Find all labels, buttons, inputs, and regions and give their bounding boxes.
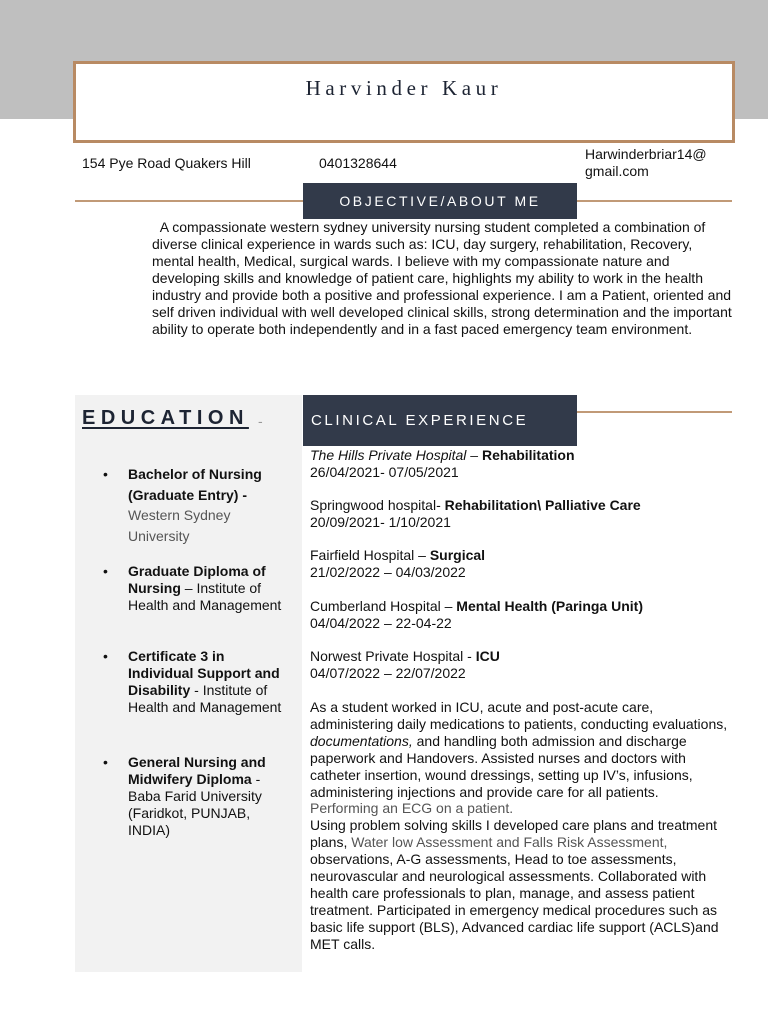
- desc-part: and handling both admission and discharge paperwork and Handovers. Assisted nurses and doctors with catheter insertion, wound dressings, setting up IV’s, infusions, administering injections and provide care for all patients.: [310, 732, 693, 800]
- placement-dates: 26/04/2021- 07/05/2021: [310, 464, 459, 480]
- placement-dates: 20/09/2021- 1/10/2021: [310, 514, 451, 530]
- desc-part: As a student worked in ICU, acute and post-acute care, administering daily medications to patients, conducting evaluations,: [310, 699, 728, 732]
- address: 154 Pye Road Quakers Hill: [82, 155, 251, 171]
- bullet-icon: •: [103, 648, 108, 664]
- objective-body: A compassionate western sydney university nursing student completed a combination of diverse clinical experience in wards such as: ICU, day surgery, rehabilitation, Recovery, mental health, Medical, surgical wards. I believe with my compassionate nature and developing skills and knowledge of patient care, highlights my ability to work in the health industry and provide both a positive and professional experience. I am a Patient, oriented and self driven individual with well developed clinical skills, strong determination and the important ability to operate both independently and in a fast paced emergency team environment.: [152, 219, 732, 337]
- education-heading: EDUCATION: [82, 407, 249, 429]
- education-institution: Western Sydney University: [128, 507, 231, 544]
- name-box: [73, 61, 735, 143]
- placement-dates: 04/04/2022 – 22-04-22: [310, 615, 452, 631]
- education-institution: - Institute of Health and Management: [128, 682, 282, 715]
- desc-grey: Performing an ECG on a patient.: [310, 800, 514, 817]
- placement-hospital: Norwest Private Hospital -: [310, 648, 476, 664]
- placement-hospital: Fairfield Hospital –: [310, 547, 430, 563]
- objective-text: [152, 219, 732, 338]
- email: [585, 146, 707, 180]
- placement: [310, 547, 730, 581]
- candidate-name: Harvinder Kaur: [305, 76, 503, 100]
- placement: [310, 598, 730, 632]
- clinical-heading: CLINICAL EXPERIENCE: [303, 395, 577, 446]
- clinical-description: [310, 699, 730, 953]
- desc-italic: documentations,: [310, 732, 413, 749]
- placement-hospital: Springwood hospital-: [310, 497, 445, 513]
- education-institution: – Institute of Health and Management: [128, 580, 282, 613]
- placement: [310, 497, 730, 531]
- education-institution: - Baba Farid University (Faridkot, PUNJAB, INDIA): [128, 771, 262, 838]
- education-item: [103, 754, 288, 839]
- education-degree: Bachelor of Nursing (Graduate Entry) -: [128, 466, 262, 503]
- objective-heading: OBJECTIVE/ABOUT ME: [303, 183, 577, 219]
- placement-ward: Rehabilitation\ Palliative Care: [444, 497, 641, 513]
- placement-ward: Rehabilitation: [481, 447, 575, 463]
- education-item: [103, 563, 288, 614]
- placement: [310, 648, 730, 682]
- placement-hospital: Cumberland Hospital –: [310, 598, 457, 614]
- desc-part: Using problem solving skills I developed care plans and treatment plans,: [310, 817, 717, 851]
- education-degree: Certificate 3 in Individual Support and Disability: [128, 648, 280, 698]
- email-line-1: Harwinderbriar14@: [585, 146, 707, 162]
- email-line-2: gmail.com: [585, 163, 649, 179]
- placement-ward: Surgical: [429, 547, 486, 563]
- bullet-icon: •: [103, 563, 108, 579]
- bullet-icon: •: [103, 466, 108, 482]
- placement-dates: 21/02/2022 – 04/03/2022: [310, 564, 466, 580]
- education-dash: -: [258, 413, 263, 429]
- clinical-divider: [577, 411, 732, 413]
- placement-dates: 04/07/2022 – 22/07/2022: [310, 665, 466, 681]
- bullet-icon: •: [103, 754, 108, 770]
- education-item: [103, 648, 288, 716]
- education-degree: General Nursing and Midwifery Diploma: [128, 754, 266, 787]
- desc-part: observations, A-G assessments, Head to toe assessments, neurovascular and neurological assessments. Collaborated with health care professionals to plan, manage, and assess patient treatment. Participated in emergency medical procedures such as basic life support (BLS), Advanced cardiac life support (ACLS)and MET calls.: [310, 851, 719, 952]
- phone-number: 0401328644: [319, 155, 397, 171]
- education-item: [103, 464, 288, 546]
- education-degree: Graduate Diploma of Nursing: [128, 563, 266, 596]
- placement-ward: Mental Health (Paringa Unit): [456, 598, 643, 614]
- placement: [310, 447, 730, 481]
- placement-ward: ICU: [475, 648, 500, 664]
- placement-hospital: The Hills Private Hospital –: [310, 447, 482, 463]
- desc-grey: Water low Assessment and Falls Risk Assessment,: [351, 834, 668, 851]
